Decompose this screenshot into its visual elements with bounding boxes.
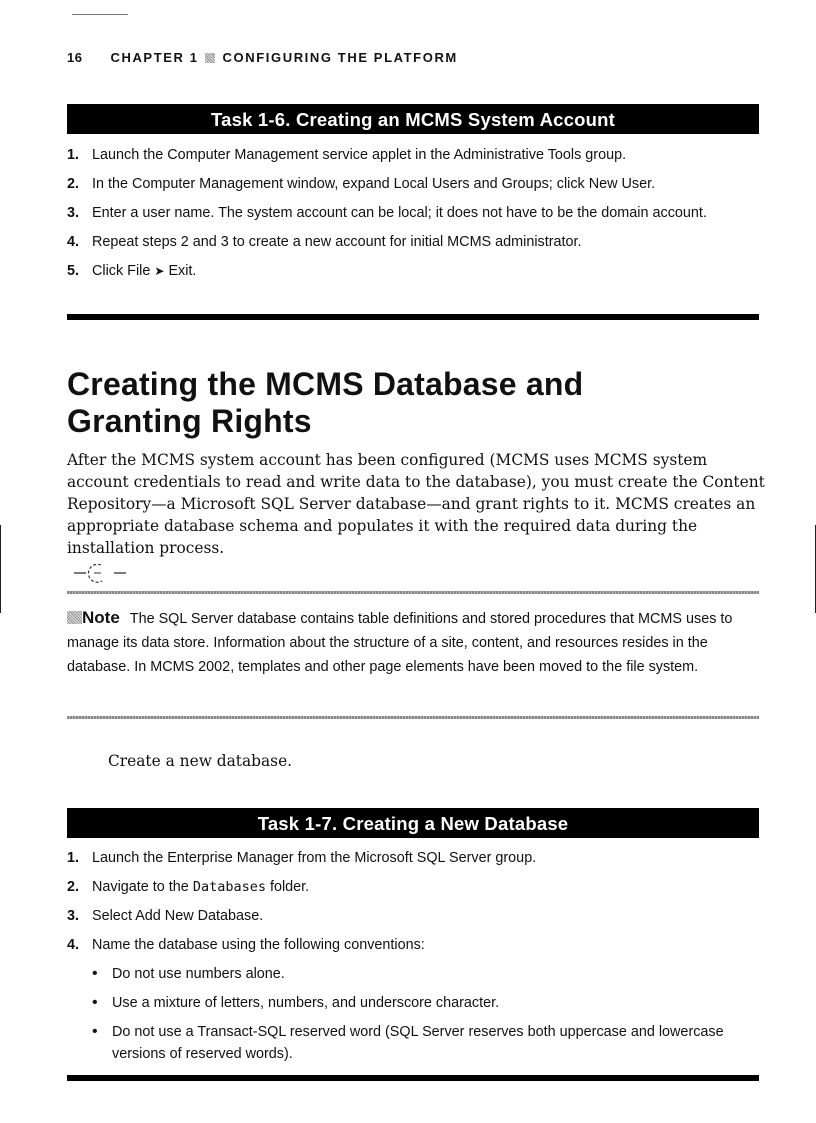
page-number: 16 [67,50,83,65]
list-item: • Do not use a Transact-SQL reserved word (SQL Server reserves both uppercase and lowercase versions of reserved words). [90,1021,758,1065]
step-text: Repeat steps 2 and 3 to create a new account for initial MCMS administrator. [92,234,582,250]
step-text: Enter a user name. The system account can be local; it does not have to be the domain account. [92,205,707,221]
chapter-label: CHAPTER 1 [110,50,199,65]
square-icon [205,53,215,63]
section-heading: Creating the MCMS Database and Granting Rights [67,366,584,439]
step-number: 1. [67,850,80,866]
naming-conventions-list [90,963,758,1072]
step-number: 1. [67,147,80,163]
left-edge-mark [0,525,1,613]
step-number: 4. [67,234,80,250]
step-intro: Create a new database. [108,752,293,770]
note-square-icon [67,611,82,624]
step-text-after: Exit. [168,263,197,279]
list-item: • Use a mixture of letters, numbers, and underscore character. [90,992,758,1014]
step-number: 4. [67,937,80,953]
step-number: 3. [67,205,80,221]
list-item [67,173,757,195]
list-item [67,231,757,253]
step-text: Select Add New Database. [92,908,264,924]
list-item [67,847,757,869]
step-number: 2. [67,879,80,895]
step-number: 3. [67,908,80,924]
step-text: In the Computer Management window, expand Local Users and Groups; click New User. [92,176,656,192]
task-1-6-bottom-rule [67,314,759,320]
step-number: 5. [67,263,80,279]
running-head [67,50,458,65]
note-top-rule [67,591,759,594]
top-rule [72,14,128,15]
step-text-before: Navigate to the [92,879,189,895]
step-text: Name the database using the following conventions: [92,937,425,953]
task-1-7-steps [67,847,757,963]
step-number: 2. [67,176,80,192]
task-1-6-title: Task 1-6. Creating an MCMS System Account [67,104,759,134]
list-item [67,905,757,927]
list-item [67,202,757,224]
list-item [67,260,757,282]
task-1-7-title: Task 1-7. Creating a New Database [67,808,759,838]
databases-code: Databases [192,879,266,895]
note-text: The SQL Server database contains table definitions and stored procedures that MCMS uses to manage its data store. Information about the structure of a site, content, and resources resides in the database. In MCMS 2002, templates and other page elements have been moved to the file system. [67,611,733,675]
task-1-6-steps [67,144,757,289]
menu-arrow-icon: ➤ [154,264,165,278]
note-label: Note [82,608,120,627]
note-box [67,606,759,679]
section-body: After the MCMS system account has been configured (MCMS uses MCMS system account credentials to read and write data to the database), you must create the Content Repository—a Microsoft SQL Server database—and grant rights to it. MCMS creates an appropriate database schema and populates it with the required data during the installation process. [67,451,765,557]
step-text: Launch the Enterprise Manager from the Microsoft SQL Server group. [92,850,537,866]
clock-icon [72,561,132,585]
note-bottom-rule [67,716,759,719]
task-1-7-bottom-rule [67,1075,759,1081]
list-item: • Do not use numbers alone. [90,963,758,985]
list-item [67,876,757,898]
list-item [67,144,757,166]
chapter-title: CONFIGURING THE PLATFORM [222,50,458,65]
step-text: Launch the Computer Management service applet in the Administrative Tools group. [92,147,627,163]
list-item [67,934,757,956]
step-text-after: folder. [269,879,310,895]
step-text-before: Click File [92,263,151,279]
